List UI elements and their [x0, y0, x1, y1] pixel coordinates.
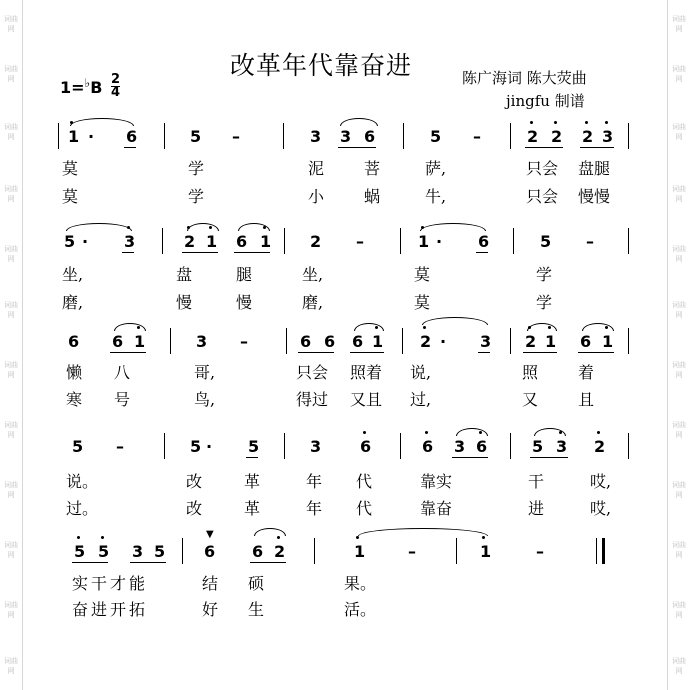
underline — [298, 352, 334, 353]
lyric: 学 — [536, 265, 553, 284]
underline — [130, 562, 166, 563]
tie — [340, 118, 378, 126]
note: 6 — [126, 127, 138, 146]
lyric: 八 — [114, 363, 131, 382]
lyric: 年 — [306, 499, 323, 518]
note: 2 — [274, 542, 286, 561]
high-octave-dot — [356, 536, 359, 539]
lyric: 活。 — [344, 600, 377, 619]
lyric: 学 — [188, 159, 205, 178]
watermark-label: 词曲网 — [4, 15, 18, 33]
note: 1 — [260, 232, 272, 251]
lyric: 号 — [114, 390, 131, 409]
high-octave-dot — [187, 226, 190, 229]
lyric: 实干才能 — [72, 574, 149, 593]
lyric: 硕 — [248, 574, 265, 593]
dash: – — [408, 542, 416, 561]
lyric: 改 — [186, 472, 203, 491]
note: 5 — [540, 232, 552, 251]
note: 2 — [582, 127, 594, 146]
tie — [456, 428, 488, 436]
underline — [72, 562, 108, 563]
watermark-label: 词曲网 — [4, 361, 18, 379]
watermark-label: 词曲网 — [4, 301, 18, 319]
note: 6 — [580, 332, 592, 351]
lyric: 照着 — [350, 363, 383, 382]
lyric: 年 — [306, 472, 323, 491]
underline — [234, 252, 270, 253]
barline — [162, 228, 163, 254]
note: 5 — [532, 437, 544, 456]
key-signature — [60, 72, 121, 101]
underline — [525, 147, 563, 148]
note: 1 — [206, 232, 218, 251]
lyric: 萨, — [425, 159, 447, 178]
underline — [246, 457, 258, 458]
note: 2 — [594, 437, 606, 456]
lyric: 小 — [308, 187, 325, 206]
right-margin-watermark-strip — [667, 0, 690, 690]
augmentation-dot: · — [88, 127, 95, 146]
note: 3 — [132, 542, 144, 561]
watermark-label: 词曲网 — [672, 421, 686, 439]
note: 1 — [372, 332, 384, 351]
barline — [456, 538, 457, 564]
note: 6 — [324, 332, 336, 351]
note: 3 — [480, 332, 492, 351]
note: 6 — [422, 437, 434, 456]
watermark-label: 词曲网 — [672, 185, 686, 203]
high-octave-dot — [421, 226, 424, 229]
note: 3 — [602, 127, 614, 146]
note: 6 — [68, 332, 80, 351]
lyric: 照 — [522, 363, 539, 382]
tie — [238, 223, 270, 231]
note: 6 — [360, 437, 372, 456]
high-octave-dot — [585, 121, 588, 124]
high-octave-dot — [375, 326, 378, 329]
dash: – — [240, 332, 248, 351]
song-title: 改革年代靠奋进 — [230, 51, 413, 80]
lyric: 过, — [410, 390, 432, 409]
dash: – — [232, 127, 240, 146]
barline — [284, 228, 285, 254]
barline — [510, 123, 511, 149]
underline — [250, 562, 286, 563]
watermark-label: 词曲网 — [672, 123, 686, 141]
lyric: 慢慢 — [578, 187, 611, 206]
barline — [286, 328, 287, 354]
watermark-label: 词曲网 — [4, 421, 18, 439]
dash: – — [473, 127, 481, 146]
note: 2 — [551, 127, 563, 146]
high-octave-dot — [554, 121, 557, 124]
score-maker: jingfu 制谱 — [506, 92, 585, 110]
lyric: 结 — [202, 574, 219, 593]
barline — [284, 433, 285, 459]
high-octave-dot — [101, 536, 104, 539]
note: 6 — [476, 437, 488, 456]
watermark-label: 词曲网 — [672, 245, 686, 263]
barline — [400, 433, 401, 459]
high-octave-dot — [479, 431, 482, 434]
lyric: 盘 — [176, 265, 193, 284]
lyric: 莫 — [414, 265, 431, 284]
watermark-label: 词曲网 — [4, 657, 18, 675]
note: 3 — [556, 437, 568, 456]
lyric: 且 — [578, 390, 595, 409]
note: 2 — [420, 332, 432, 351]
note: 3 — [454, 437, 466, 456]
note: 3 — [124, 232, 136, 251]
high-octave-dot — [127, 226, 130, 229]
note: 2 — [184, 232, 196, 251]
underline — [122, 252, 134, 253]
barline — [164, 433, 165, 459]
high-octave-dot — [363, 431, 366, 434]
underline — [530, 457, 568, 458]
lyric: 莫 — [414, 293, 431, 312]
tie — [527, 323, 557, 331]
barline — [628, 328, 629, 354]
barline — [164, 123, 165, 149]
high-octave-dot — [425, 431, 428, 434]
underline — [523, 352, 557, 353]
lyric: 慢 — [236, 293, 253, 312]
lyric: 牛, — [425, 187, 447, 206]
final-barline-thin — [596, 538, 597, 564]
underline — [578, 352, 614, 353]
watermark-label: 词曲网 — [672, 65, 686, 83]
lyric: 磨, — [302, 293, 324, 312]
note: 6 — [364, 127, 376, 146]
augmentation-dot: · — [206, 437, 213, 456]
lyric: 慢 — [176, 293, 193, 312]
dash: – — [356, 232, 364, 251]
tie — [114, 323, 146, 331]
barline — [170, 328, 171, 354]
high-octave-dot — [482, 536, 485, 539]
lyric: 磨, — [62, 293, 84, 312]
barline — [182, 538, 183, 564]
note: 2 — [310, 232, 322, 251]
lyric: 坐, — [62, 265, 84, 284]
lyric: 进 — [528, 499, 545, 518]
barline — [510, 328, 511, 354]
note: 1 — [134, 332, 146, 351]
flat-sign: ♭ — [84, 76, 91, 90]
note: 3 — [196, 332, 208, 351]
high-octave-dot — [548, 326, 551, 329]
lyric: 改 — [186, 499, 203, 518]
left-margin-watermark-strip — [0, 0, 23, 690]
lyric: 得过 — [296, 390, 329, 409]
lyric: 盘腿 — [578, 159, 611, 178]
high-octave-dot — [277, 536, 280, 539]
lyric: 只会 — [296, 363, 329, 382]
barline — [628, 228, 629, 254]
watermark-label: 词曲网 — [672, 541, 686, 559]
barline — [628, 433, 629, 459]
time-signature-top: 2 — [111, 72, 121, 87]
underline — [478, 352, 490, 353]
watermark-label: 词曲网 — [672, 481, 686, 499]
note: 6 — [252, 542, 264, 561]
lyric: 学 — [188, 187, 205, 206]
note: 3 — [310, 437, 322, 456]
lyric: 果。 — [344, 574, 377, 593]
watermark-label: 词曲网 — [4, 541, 18, 559]
lyric: 鸟, — [194, 390, 216, 409]
accent-mark: ▼ — [206, 529, 214, 540]
key-tonic: 1= — [60, 78, 85, 97]
key-note: B — [90, 78, 103, 97]
underline — [452, 457, 488, 458]
lyric: 坐, — [302, 265, 324, 284]
barline — [402, 328, 403, 354]
high-octave-dot — [528, 326, 531, 329]
watermark-label: 词曲网 — [672, 601, 686, 619]
note: 5 — [72, 437, 84, 456]
note: 2 — [527, 127, 539, 146]
high-octave-dot — [423, 326, 426, 329]
lyric: 靠实 — [420, 472, 453, 491]
note: 5 — [190, 127, 202, 146]
high-octave-dot — [559, 431, 562, 434]
lyric: 莫 — [62, 187, 79, 206]
barline — [58, 123, 59, 149]
watermark-label: 词曲网 — [672, 301, 686, 319]
note: 6 — [112, 332, 124, 351]
dash: – — [536, 542, 544, 561]
underline — [338, 147, 376, 148]
tie — [70, 118, 134, 126]
barline — [513, 228, 514, 254]
lyric: 奋进开拓 — [72, 600, 149, 619]
note: 6 — [300, 332, 312, 351]
credits — [462, 67, 587, 113]
lyric: 靠奋 — [420, 499, 453, 518]
lyric: 学 — [536, 293, 553, 312]
lyric: 只会 — [526, 187, 559, 206]
high-octave-dot — [530, 121, 533, 124]
augmentation-dot: · — [440, 332, 447, 351]
note: 6 — [236, 232, 248, 251]
lyric: 莫 — [62, 159, 79, 178]
note: 3 — [310, 127, 322, 146]
barline — [400, 228, 401, 254]
note: 5 — [248, 437, 260, 456]
tie — [582, 323, 614, 331]
lyric: 只会 — [526, 159, 559, 178]
lyric: 说, — [410, 363, 432, 382]
lyric: 好 — [202, 600, 219, 619]
high-octave-dot — [70, 121, 73, 124]
augmentation-dot: · — [82, 232, 89, 251]
lyric: 哎, — [590, 499, 612, 518]
note: 1 — [602, 332, 614, 351]
underline — [476, 252, 488, 253]
note: 1 — [545, 332, 557, 351]
lyric: 代 — [356, 472, 373, 491]
note: 1 — [68, 127, 80, 146]
watermark-label: 词曲网 — [4, 65, 18, 83]
note: 1 — [354, 542, 366, 561]
lyric: 懒 — [66, 363, 83, 382]
watermark-label: 词曲网 — [672, 15, 686, 33]
note: 1 — [480, 542, 492, 561]
lyric: 干 — [528, 472, 545, 491]
underline — [350, 352, 384, 353]
tie — [420, 223, 486, 231]
high-octave-dot — [209, 226, 212, 229]
lyric: 着 — [578, 363, 595, 382]
watermark-label: 词曲网 — [4, 185, 18, 203]
lyric: 代 — [356, 499, 373, 518]
watermark-label: 词曲网 — [4, 601, 18, 619]
lyric: 说。 — [66, 472, 99, 491]
high-octave-dot — [597, 431, 600, 434]
underline — [124, 147, 136, 148]
lyric: 哎, — [590, 472, 612, 491]
watermark-label: 词曲网 — [4, 481, 18, 499]
barline — [510, 433, 511, 459]
watermark-label: 词曲网 — [4, 245, 18, 263]
tie — [354, 323, 384, 331]
note: 6 — [204, 542, 216, 561]
note: 5 — [98, 542, 110, 561]
final-barline-thick — [602, 538, 605, 564]
lyric: 生 — [248, 600, 265, 619]
barline — [283, 123, 284, 149]
tie — [534, 428, 566, 436]
barline — [628, 123, 629, 149]
lyric: 过。 — [66, 499, 99, 518]
lyric: 菩 — [364, 159, 381, 178]
note: 5 — [190, 437, 202, 456]
tie — [187, 223, 219, 231]
underline — [580, 147, 614, 148]
watermark-label: 词曲网 — [4, 123, 18, 141]
lyric: 哥, — [194, 363, 216, 382]
tie — [254, 528, 286, 536]
augmentation-dot: · — [436, 232, 443, 251]
high-octave-dot — [137, 326, 140, 329]
dash: – — [586, 232, 594, 251]
high-octave-dot — [605, 121, 608, 124]
tie — [358, 528, 488, 536]
underline — [110, 352, 146, 353]
note: 5 — [64, 232, 76, 251]
high-octave-dot — [77, 536, 80, 539]
lyric: 腿 — [236, 265, 253, 284]
note: 3 — [340, 127, 352, 146]
tie — [422, 317, 488, 325]
lyric: 又且 — [350, 390, 383, 409]
lyric: 革 — [244, 472, 261, 491]
lyric: 革 — [244, 499, 261, 518]
high-octave-dot — [605, 326, 608, 329]
underline — [182, 252, 218, 253]
note: 5 — [430, 127, 442, 146]
high-octave-dot — [263, 226, 266, 229]
watermark-label: 词曲网 — [672, 361, 686, 379]
time-signature-bottom: 4 — [111, 85, 121, 100]
time-signature — [111, 74, 120, 99]
note: 1 — [418, 232, 430, 251]
lyricist-composer: 陈广海词 陈大荧曲 — [462, 69, 587, 87]
lyric: 蜗 — [364, 187, 381, 206]
barline — [314, 538, 315, 564]
dash: – — [116, 437, 124, 456]
lyric: 泥 — [308, 159, 325, 178]
barline — [403, 123, 404, 149]
note: 6 — [352, 332, 364, 351]
watermark-label: 词曲网 — [672, 657, 686, 675]
tie — [66, 223, 132, 231]
lyric: 寒 — [66, 390, 83, 409]
note: 2 — [525, 332, 537, 351]
note: 6 — [478, 232, 490, 251]
lyric: 又 — [522, 390, 539, 409]
note: 5 — [154, 542, 166, 561]
note: 5 — [74, 542, 86, 561]
